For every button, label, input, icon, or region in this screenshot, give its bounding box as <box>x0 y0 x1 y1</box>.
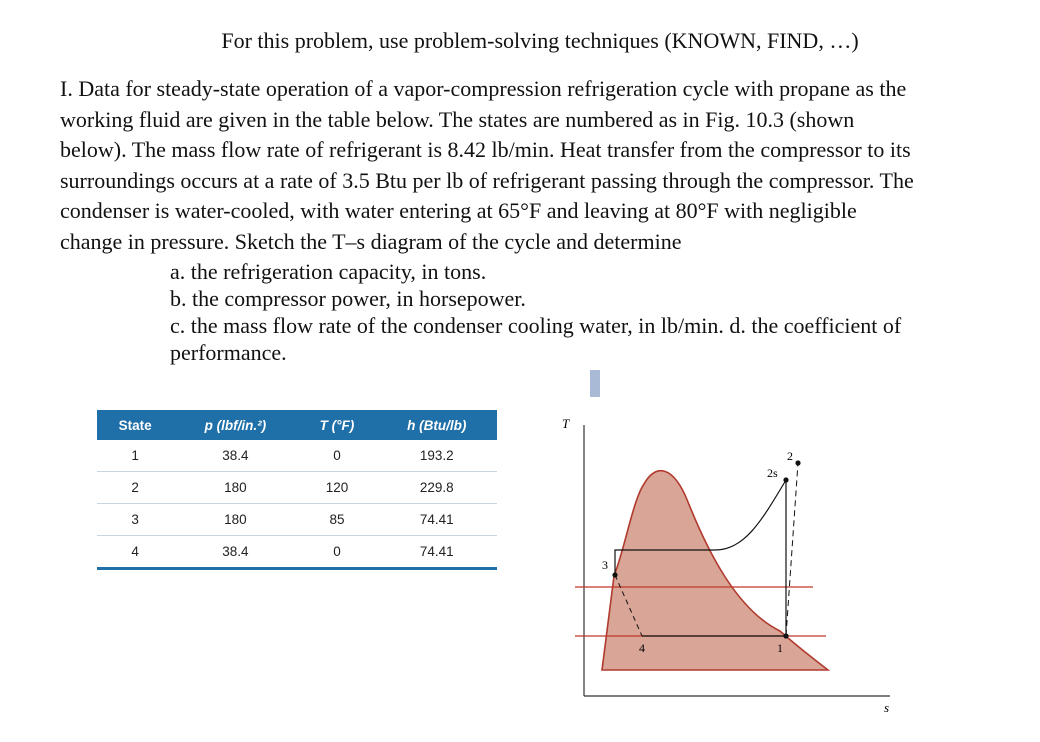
table-header-row <box>97 410 497 440</box>
column-header-temperature: T (°F) <box>298 410 377 440</box>
s-axis-label: s <box>884 700 890 712</box>
state-point-1 <box>783 633 788 638</box>
desuperheating-curve <box>715 480 786 550</box>
cell-pressure: 38.4 <box>173 440 297 472</box>
label-state-4: 4 <box>639 641 645 655</box>
state-point-3 <box>612 572 617 577</box>
problem-line: condenser is water-cooled, with water entering at 65°F and leaving at 80°F with negligible <box>60 198 857 223</box>
table-row <box>97 440 497 472</box>
problem-line: surroundings occurs at a rate of 3.5 Btu per lb of refrigerant passing through the compressor. The <box>60 167 914 193</box>
problem-statement <box>60 74 1020 257</box>
saturation-dome <box>602 471 828 670</box>
ts-diagram <box>555 360 895 712</box>
label-state-2: 2 <box>787 449 793 463</box>
label-state-3: 3 <box>602 558 608 572</box>
label-state-1: 1 <box>777 641 783 655</box>
cell-temperature: 0 <box>298 440 377 472</box>
problem-line: change in pressure. Sketch the T–s diagram of the cycle and determine <box>60 228 682 254</box>
part-b: b. the compressor power, in horsepower. <box>170 286 526 311</box>
cell-temperature: 85 <box>298 504 377 536</box>
cell-pressure: 38.4 <box>173 536 297 569</box>
problem-line: below). The mass flow rate of refrigerant is 8.42 lb/min. Heat transfer from the compressor to its <box>60 137 911 162</box>
problem-instruction: For this problem, use problem-solving techniques (KNOWN, FIND, …) <box>221 28 859 53</box>
problem-line: I. Data for steady-state operation of a vapor-compression refrigeration cycle with propane as the <box>60 76 907 101</box>
accent-bar <box>590 370 600 397</box>
part-a: a. the refrigeration capacity, in tons. <box>170 259 487 284</box>
table-row <box>97 472 497 504</box>
cell-enthalpy: 193.2 <box>376 440 497 472</box>
t-axis-label: T <box>562 416 570 431</box>
cell-enthalpy: 74.41 <box>376 504 497 536</box>
cell-state: 1 <box>97 440 173 472</box>
cell-pressure: 180 <box>173 504 297 536</box>
column-header-enthalpy: h (Btu/lb) <box>376 410 497 440</box>
column-header-pressure: p (lbf/in.²) <box>173 410 297 440</box>
cell-temperature: 0 <box>298 536 377 569</box>
cell-state: 4 <box>97 536 173 569</box>
problem-line: working fluid are given in the table below. The states are numbered as in Fig. 10.3 (shown <box>60 106 855 132</box>
state-point-2 <box>795 460 800 465</box>
state-data-table <box>97 410 497 570</box>
part-d-continued: performance. <box>170 340 287 365</box>
cell-enthalpy: 74.41 <box>376 536 497 569</box>
cell-pressure: 180 <box>173 472 297 504</box>
cell-state: 2 <box>97 472 173 504</box>
cell-state: 3 <box>97 504 173 536</box>
column-header-state: State <box>97 410 173 440</box>
cell-temperature: 120 <box>298 472 377 504</box>
part-c-d: c. the mass flow rate of the condenser cooling water, in lb/min. d. the coefficient of <box>170 313 902 338</box>
problem-parts <box>170 258 1020 366</box>
compression-line-1-2 <box>786 463 798 636</box>
table-row <box>97 504 497 536</box>
table-row <box>97 536 497 569</box>
state-point-2s <box>783 477 788 482</box>
label-state-2s: 2s <box>767 466 778 480</box>
cell-enthalpy: 229.8 <box>376 472 497 504</box>
